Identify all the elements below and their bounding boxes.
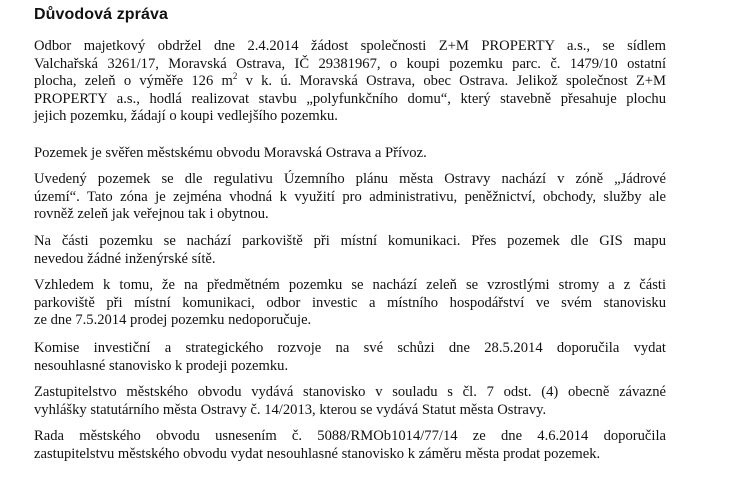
paragraph-council <box>34 384 666 419</box>
text-fragment: v k. ú. Moravská Ostrava, obec Ostrava. Jelikož společnost Z+M <box>237 73 666 90</box>
paragraph-investment-opinion <box>34 277 666 330</box>
text-line: parkoviště při místní komunikaci, odbor investic a místního hospodářství ve svém stanovisku <box>34 294 666 311</box>
superscript: 2 <box>232 71 238 82</box>
text-line: jejich pozemku, žádají o koupi vedlejšího pozemku. <box>34 108 338 125</box>
paragraph-request <box>34 38 666 126</box>
text-line: ze dne 7.5.2014 prodej pozemku nedoporučuje. <box>34 312 312 329</box>
text-line: vyhlášky statutárního města Ostravy č. 14/2013, kterou se vydává Statut města Ostravy. <box>34 401 547 418</box>
text-line: území“. Tato zóna je zejména vhodná k využití pro administrativu, peněžnictví, obchody, služby ale <box>34 188 666 205</box>
text-line: Valchařská 3261/17, Moravská Ostrava, IČ 29381967, o koupi pozemku parc. č. 1479/10 ostatní <box>34 55 666 72</box>
text-line: Rada městského obvodu usnesením č. 5088/RMOb1014/77/14 ze dne 4.6.2014 doporučila <box>34 428 666 444</box>
paragraph-zoning <box>34 171 666 224</box>
text-line: Vzhledem k tomu, že na předmětném pozemku se nachází zeleň se vzrostlými stromy a z části <box>34 277 666 293</box>
text-line: nesouhlasné stanovisko k prodeji pozemku. <box>34 357 289 374</box>
paragraph-parking <box>34 233 666 268</box>
text-line <box>34 73 666 91</box>
text-line: Odbor majetkový obdržel dne 2.4.2014 žádost společnosti Z+M PROPERTY a.s., se sídlem <box>34 38 666 54</box>
document-title: Důvodová zpráva <box>34 6 168 23</box>
text-line: Pozemek je svěřen městskému obvodu Moravská Ostrava a Přívoz. <box>34 145 427 161</box>
paragraph-commission <box>34 340 666 375</box>
text-line: Zastupitelstvo městského obvodu vydává stanovisko v souladu s čl. 7 odst. (4) obecně závazné <box>34 384 666 400</box>
text-line: PROPERTY a.s., hodlá realizovat stavbu „polyfunkčního domu“, který stavebně přesahuje plochu <box>34 90 666 107</box>
text-line: Uvedený pozemek se dle regulativu Územního plánu města Ostravy nachází v zóně „Jádrové <box>34 171 666 187</box>
text-line: Komise investiční a strategického rozvoje na své schůzi dne 28.5.2014 doporučila vydat <box>34 340 666 356</box>
text-line: Na části pozemku se nachází parkoviště při místní komunikaci. Přes pozemek dle GIS mapu <box>34 233 666 249</box>
text-line: nevedou žádné inženýrské sítě. <box>34 250 216 267</box>
paragraph-entrusted <box>34 145 666 163</box>
text-line: rovněž zeleň jak veřejnou tak i obytnou. <box>34 206 269 223</box>
text-fragment: plocha, zeleň o výměře 126 m <box>34 73 233 90</box>
paragraph-board-resolution <box>34 428 666 463</box>
text-line: zastupitelstvu městského obvodu vydat nesouhlasné stanovisko k záměru města prodat pozemek. <box>34 445 601 462</box>
